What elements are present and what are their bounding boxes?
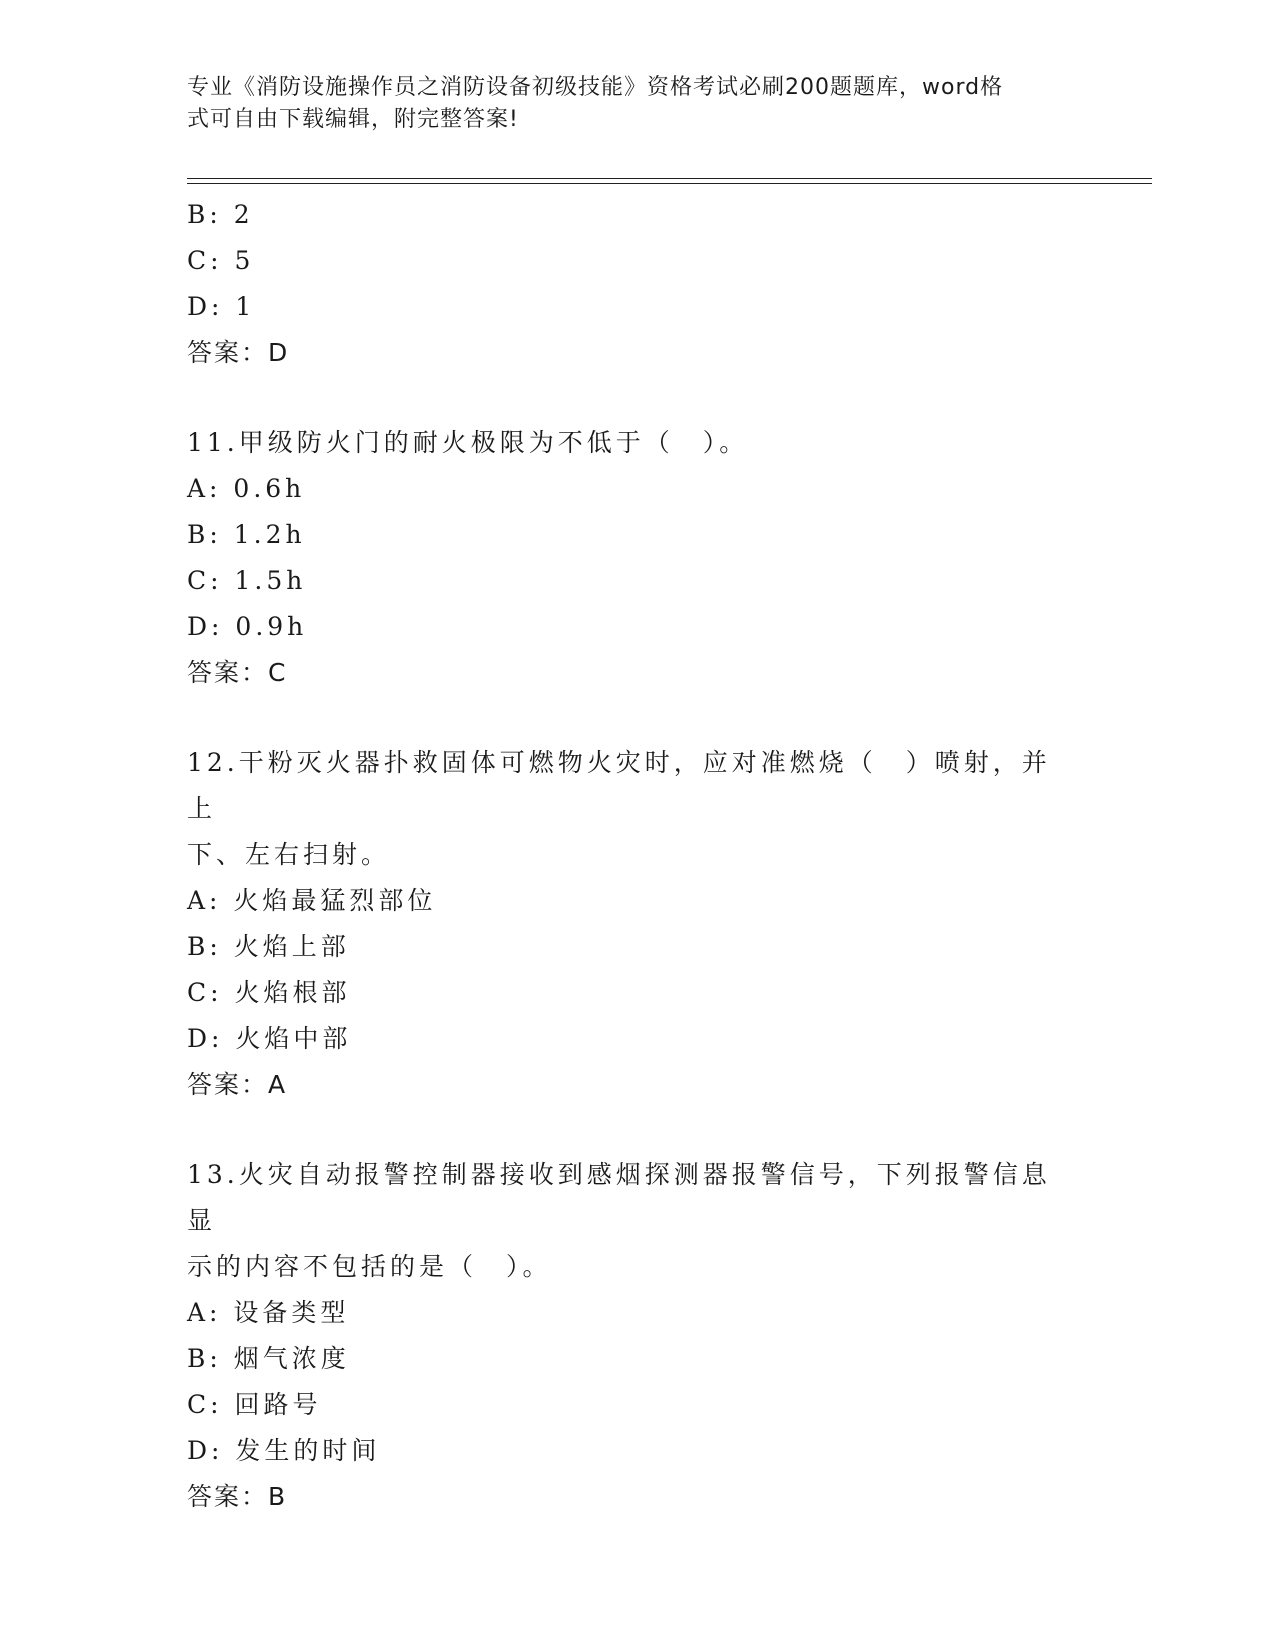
answer-line: 答案：D [187,338,290,367]
document-header [187,72,1067,136]
option-a: A: 火焰最猛烈部位 [187,886,437,915]
header-line-2: 式可自由下载编辑，附完整答案! [187,107,519,132]
option-c: C: 5 [187,246,255,275]
question-text-line-1: 13.火灾自动报警控制器接收到感烟探测器报警信号，下列报警信息显 [187,1160,1051,1235]
option-d: D: 火焰中部 [187,1024,352,1053]
question-12 [187,740,1087,1108]
option-c: C: 火焰根部 [187,978,351,1007]
spacer [187,376,1087,420]
option-b: B: 2 [187,200,254,229]
header-line-1: 专业《消防设施操作员之消防设备初级技能》资格考试必刷200题题库，word格 [187,75,1004,100]
option-c: C: 1.5h [187,566,307,595]
question-text-line-2: 下、左右扫射。 [187,840,391,869]
option-d: D: 1 [187,292,256,321]
question-13 [187,1152,1087,1520]
answer-line: 答案：A [187,1070,288,1099]
option-d: D: 发生的时间 [187,1436,381,1465]
question-list [187,192,1087,1520]
question-text: 11.甲级防火门的耐火极限为不低于（ ）。 [187,428,749,457]
option-b: B: 火焰上部 [187,932,350,961]
previous-question-remainder [187,192,1087,376]
option-a: A: 0.6h [187,474,306,503]
option-b: B: 1.2h [187,520,306,549]
header-rule-bottom [187,183,1152,184]
answer-line: 答案：C [187,658,288,687]
option-b: B: 烟气浓度 [187,1344,350,1373]
option-a: A: 设备类型 [187,1298,350,1327]
answer-line: 答案：B [187,1482,288,1511]
option-c: C: 回路号 [187,1390,322,1419]
question-11 [187,420,1087,696]
question-text-line-2: 示的内容不包括的是（ ）。 [187,1252,552,1281]
spacer [187,1108,1087,1152]
header-rule-top [187,178,1152,179]
spacer [187,696,1087,740]
question-text-line-1: 12.干粉灭火器扑救固体可燃物火灾时，应对准燃烧（ ）喷射，并上 [187,748,1051,823]
option-d: D: 0.9h [187,612,308,641]
